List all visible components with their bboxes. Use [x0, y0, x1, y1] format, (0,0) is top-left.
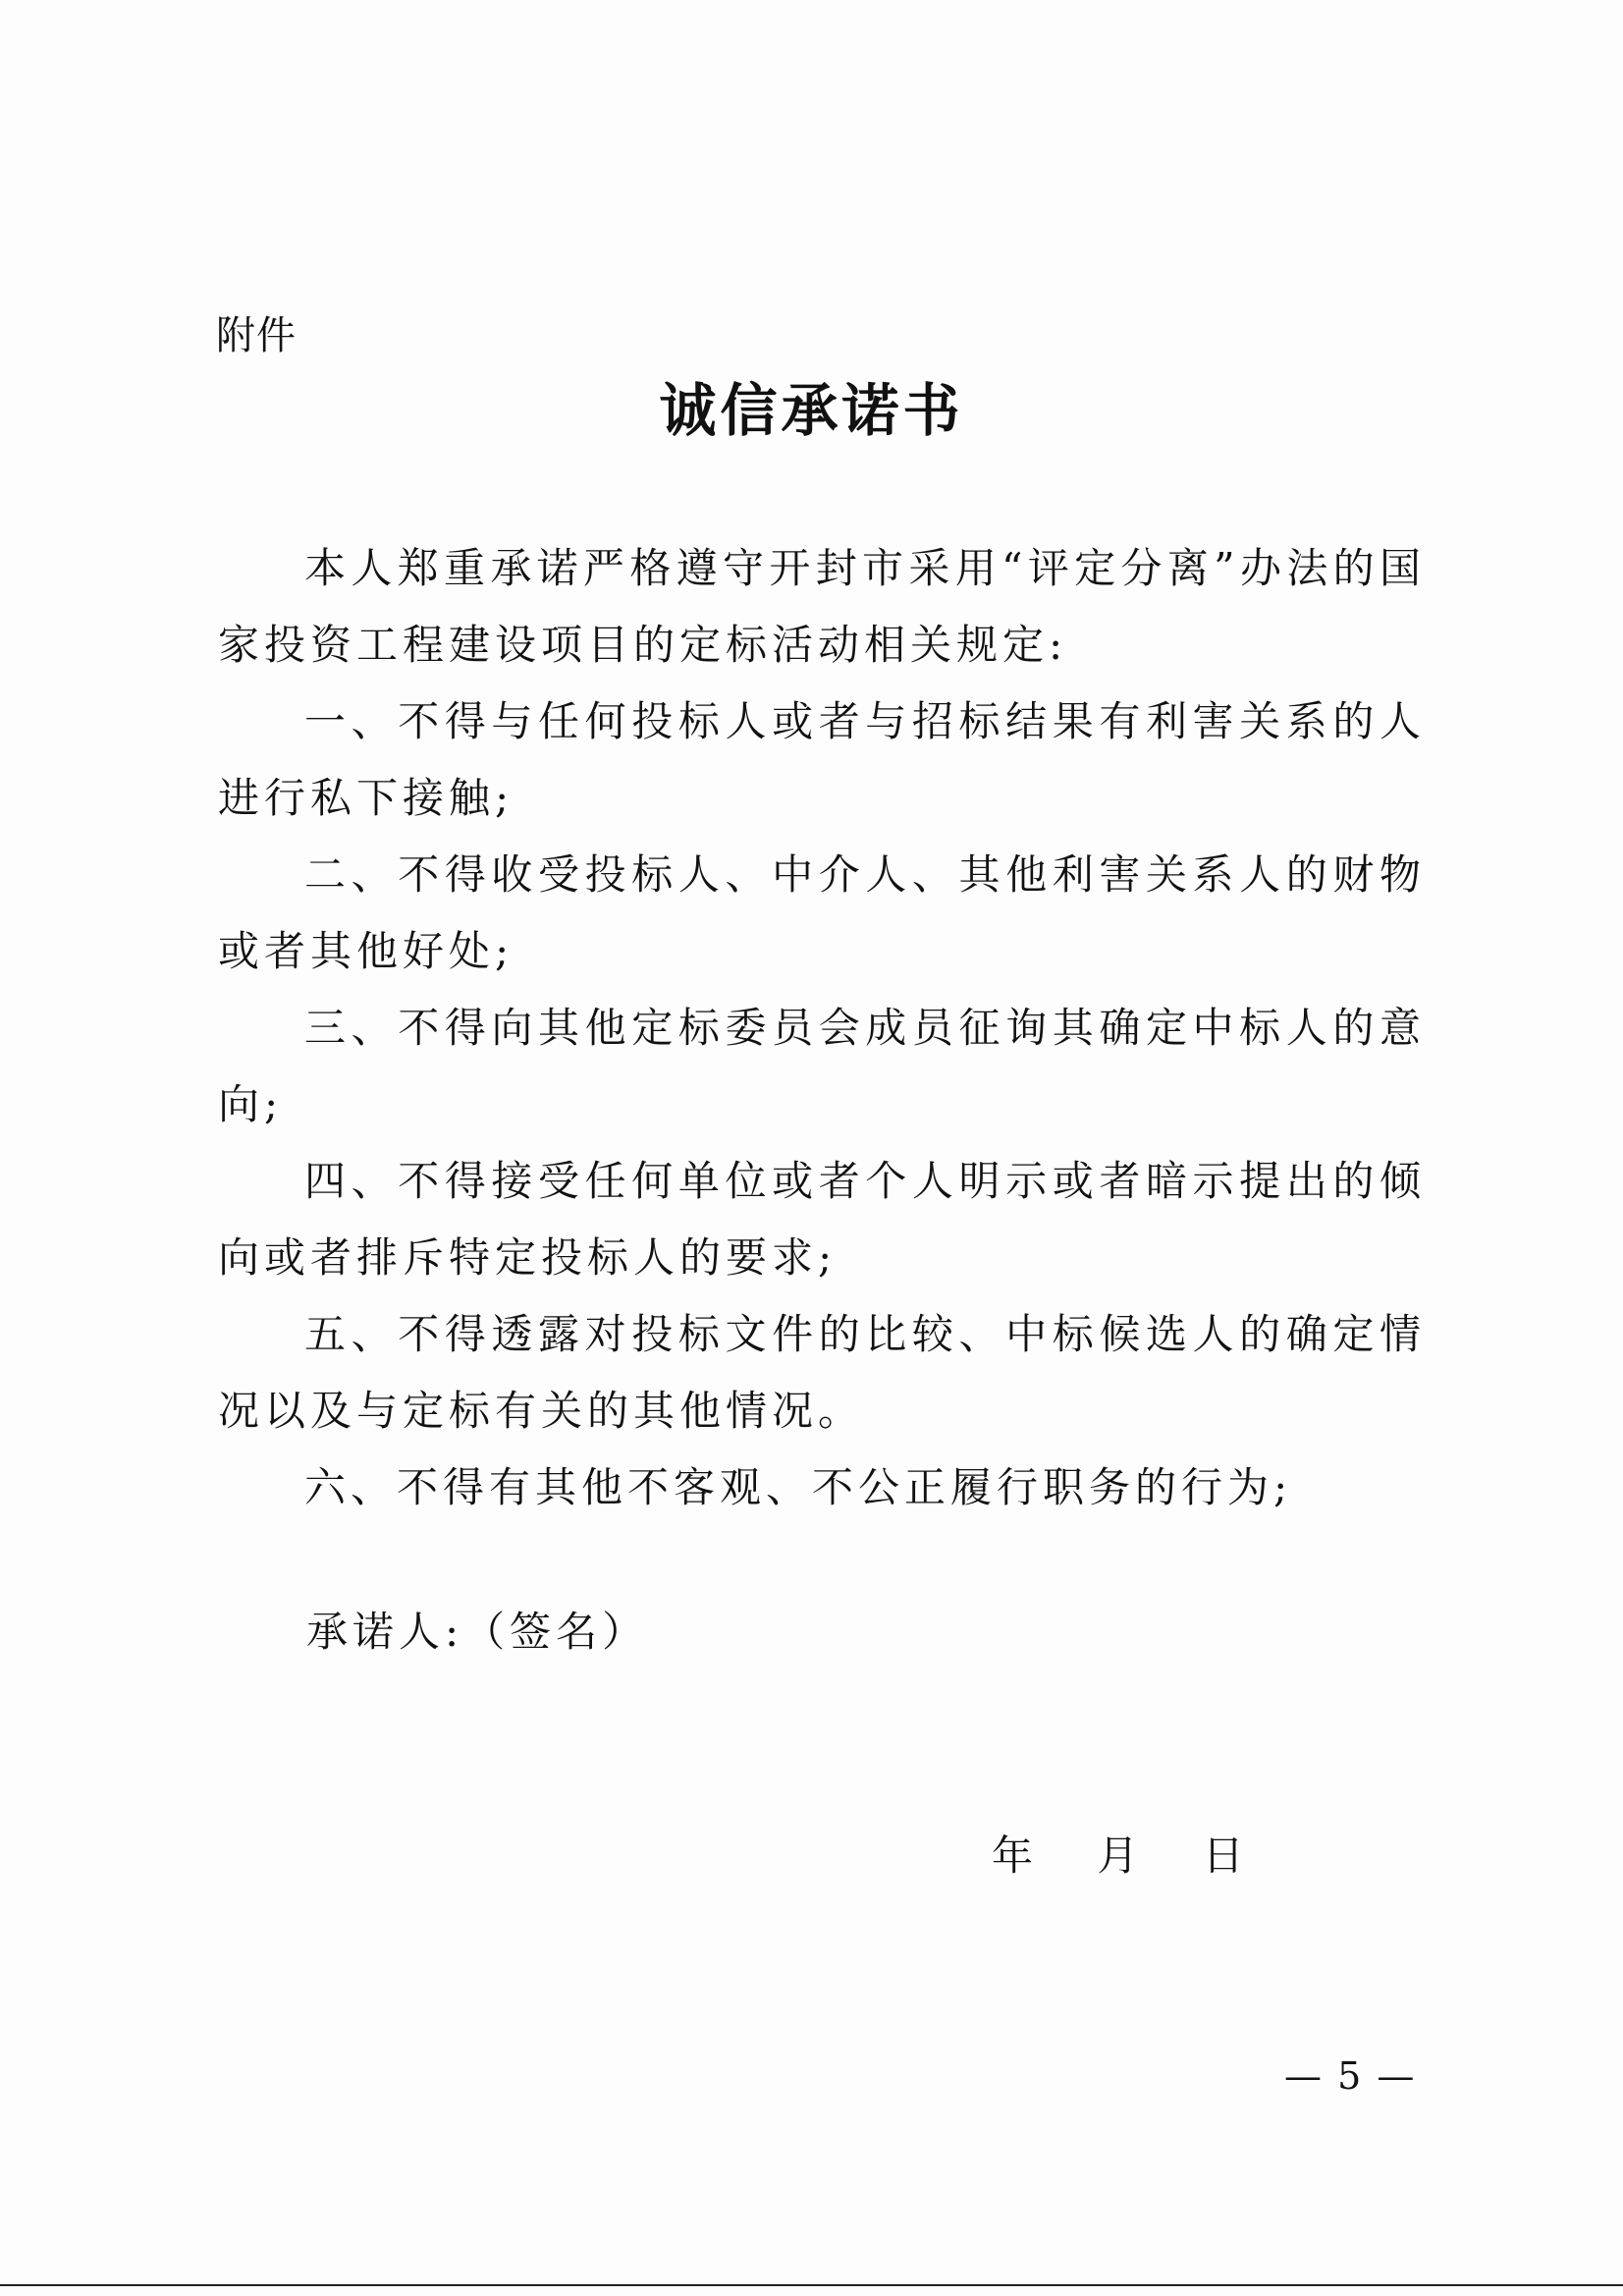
- document-body: [218, 530, 1426, 1526]
- commitment-item-3: 三、不得向其他定标委员会成员征询其确定中标人的意向;: [218, 1004, 1426, 1128]
- date-year: 年: [992, 1831, 1034, 1880]
- commitment-item-4: 四、不得接受任何单位或者个人明示或者暗示提出的倾向或者排斥特定投标人的要求;: [218, 1157, 1426, 1282]
- commitment-item-1: 一、不得与任何投标人或者与招标结果有利害关系的人进行私下接触;: [218, 697, 1426, 822]
- document-title: 诚信承诺书: [659, 377, 964, 444]
- scan-edge-divider: [0, 2284, 1623, 2286]
- commitment-item-2: 二、不得收受投标人、中介人、其他利害关系人的财物或者其他好处;: [218, 850, 1426, 975]
- date-day: 日: [1202, 1831, 1244, 1880]
- commitment-item-5: 五、不得透露对投标文件的比较、中标候选人的确定情况以及与定标有关的其他情况。: [218, 1310, 1426, 1435]
- date-line: [992, 1827, 1295, 1886]
- signature-line: 承诺人:（签名）: [306, 1608, 649, 1656]
- intro-paragraph: 本人郑重承诺严格遵守开封市采用“评定分离”办法的国家投资工程建设项目的定标活动相关规定:: [218, 544, 1426, 669]
- date-month: 月: [1097, 1831, 1139, 1880]
- page-number: — 5 —: [1284, 2054, 1417, 2098]
- attachment-label: 附件: [216, 313, 297, 358]
- commitment-item-6: 六、不得有其他不客观、不公正履行职务的行为;: [304, 1463, 1293, 1511]
